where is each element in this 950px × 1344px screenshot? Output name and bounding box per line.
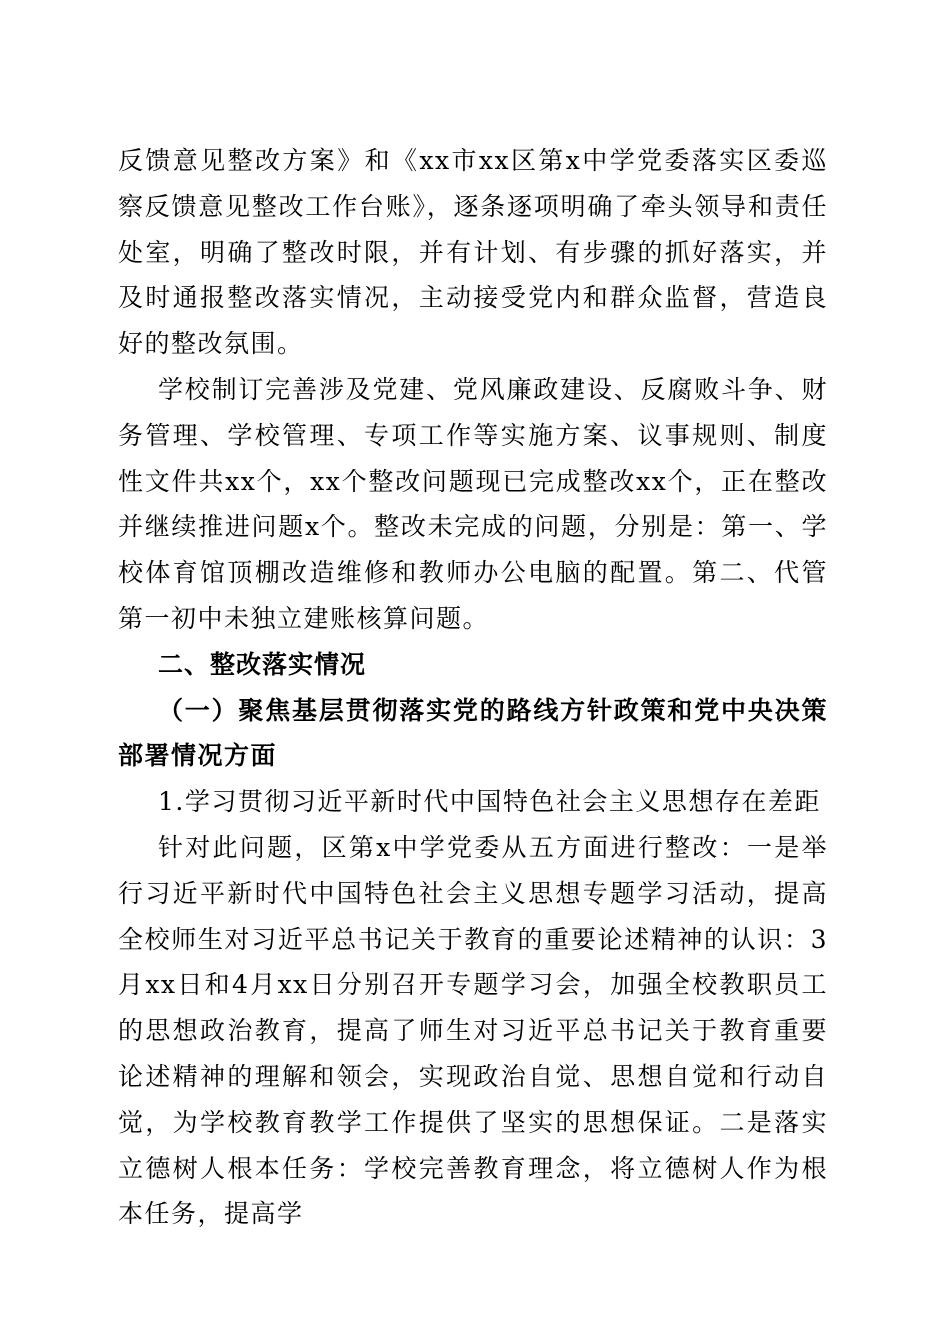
document-body <box>118 138 828 1237</box>
paragraph-rectification-summary: 学校制订完善涉及党建、党风廉政建设、反腐败斗争、财务管理、学校管理、专项工作等实施方案、议事规则、制度性文件共xx个，xx个整改问题现已完成整改xx个，正在整改并继续推进问题x个。整改未完成的问题，分别是：第一、学校体育馆顶棚改造维修和教师办公电脑的配置。第二、代管第一初中未独立建账核算问题。 <box>118 374 828 633</box>
paragraph-continuation: 反馈意见整改方案》和《xx市xx区第x中学党委落实区委巡察反馈意见整改工作台账》，逐条逐项明确了牵头领导和责任处室，明确了整改时限，并有计划、有步骤的抓好落实，并及时通报整改落实情况，主动接受党内和群众监督，营造良好的整改氛围。 <box>118 146 828 359</box>
subsection-heading: （一）聚焦基层贯彻落实党的路线方针政策和党中央决策部署情况方面 <box>118 695 828 771</box>
section-heading: 二、整改落实情况 <box>158 649 367 679</box>
item-title: 1.学习贯彻习近平新时代中国特色社会主义思想存在差距 <box>158 787 821 817</box>
item-body: 针对此问题，区第x中学党委从五方面进行整改：一是举行习近平新时代中国特色社会主义思想专题学习活动，提高全校师生对习近平总书记关于教育的重要论述精神的认识：3月xx日和4月xx日分别召开专题学习会，加强全校教职员工的思想政治教育，提高了师生对习近平总书记关于教育重要论述精神的理解和领会，实现政治自觉、思想自觉和行动自觉，为学校教育教学工作提供了坚实的思想保证。二是落实立德树人根本任务：学校完善教育理念，将立德树人作为根本任务，提高学 <box>118 832 828 1229</box>
